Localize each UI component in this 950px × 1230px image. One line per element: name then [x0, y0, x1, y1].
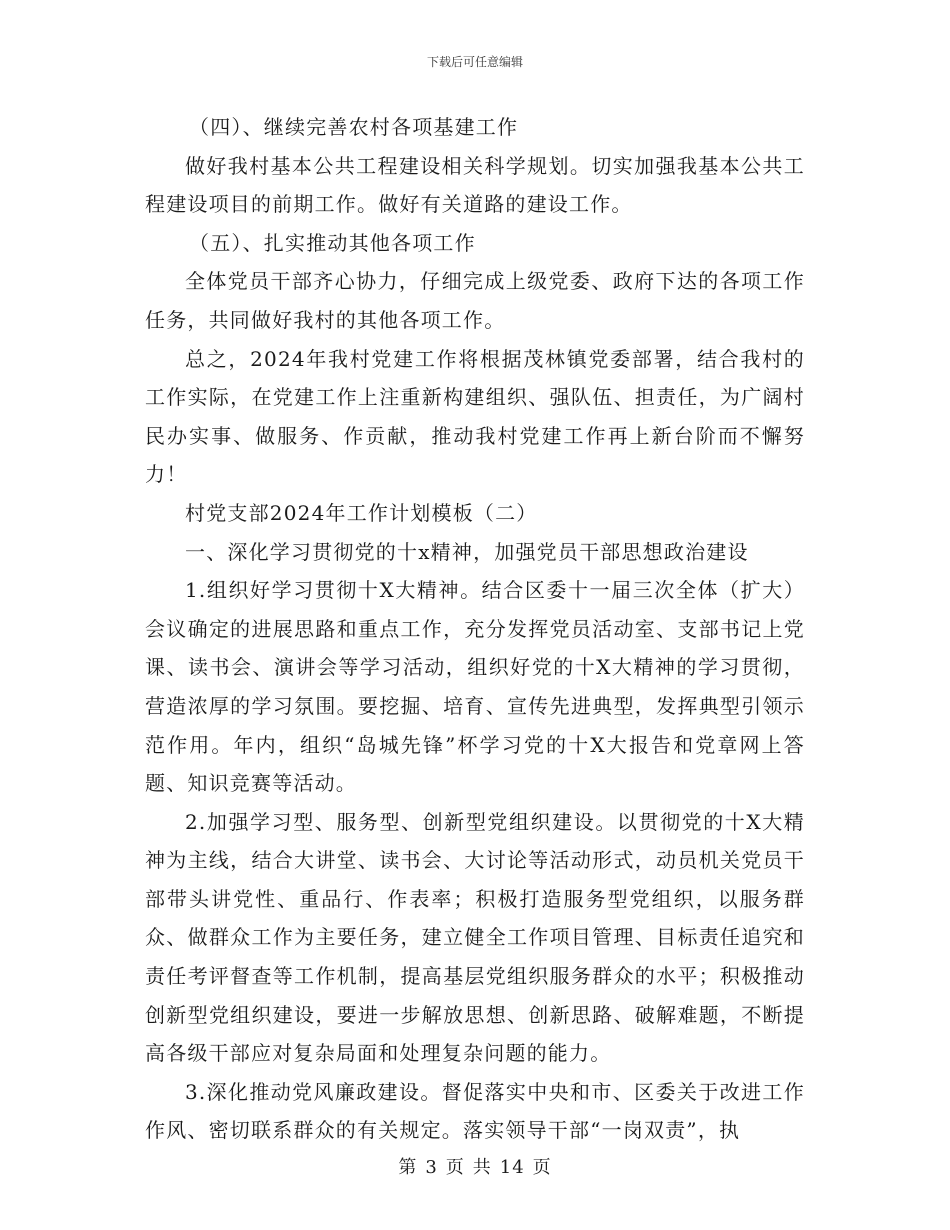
paragraph: 全体党员干部齐心协力，仔细完成上级党委、政府下达的各项工作任务，共同做好我村的其他各项工作。 [145, 269, 805, 332]
document-subtitle: 村党支部2024年工作计划模板（二） [185, 500, 538, 525]
paragraph-item-3: 3.深化推动党风廉政建设。督促落实中央和市、区委关于改进工作作风、密切联系群众的有关规定。落实领导干部“一岗双责”，执 [145, 1079, 805, 1143]
page-label-prefix: 第 [398, 1157, 418, 1178]
section-heading-5: （五）、扎实推动其他各项工作 [189, 230, 476, 255]
paragraph: 做好我村基本公共工程建设相关科学规划。切实加强我基本公共工程建设项目的前期工作。做好有关道路的建设工作。 [145, 153, 805, 217]
section-heading-1: 一、深化学习贯彻党的十x精神，加强党员干部思想政治建设 [185, 539, 749, 564]
page-label-mid2: 共 [472, 1157, 492, 1178]
paragraph-item-2: 2.加强学习型、服务型、创新型党组织建设。以贯彻党的十X大精神为主线，结合大讲堂、读书会、大讨论等活动形式，动员机关党员干部带头讲党性、重品行、作表率；积极打造服务型党组织，以服务群众、做群众工作为主要任务，建立健全工作项目管理、目标责任追究和责任考评督查等工作机制，提高基层党组织服务群众的水平；积极推动创新型党组织建设，要进一步解放思想、创新思路、破解难题，不断提高各级干部应对复杂局面和处理复杂问题的能力。 [145, 809, 805, 1066]
page-header-note: 下载后可任意编辑 [426, 55, 523, 69]
current-page-number: 3 [425, 1157, 438, 1178]
total-pages-number: 14 [499, 1157, 525, 1178]
document-body [145, 108, 805, 1150]
section-heading-4: （四）、继续完善农村各项基建工作 [189, 115, 519, 139]
page-label-mid1: 页 [445, 1157, 465, 1178]
paragraph-item-1: 1.组织好学习贯彻十X大精神。结合区委十一届三次全体（扩大）会议确定的进展思路和重点工作，充分发挥党员活动室、支部书记上党课、读书会、演讲会等学习活动，组织好党的十X大精神的学习贯彻，营造浓厚的学习氛围。要挖掘、培育、宣传先进典型，发挥典型引领示范作用。年内，组织“岛城先锋”杯学习党的十X大报告和党章网上答题、知识竞赛等活动。 [145, 578, 805, 796]
page-label-suffix: 页 [532, 1157, 552, 1178]
page-footer [0, 1153, 950, 1179]
paragraph-summary: 总之，2024年我村党建工作将根据茂林镇党委部署，结合我村的工作实际，在党建工作上注重新构建组织、强队伍、担责任，为广阔村民办实事、做服务、作贡献，推动我村党建工作再上新台阶而不懈努力！ [145, 346, 805, 487]
